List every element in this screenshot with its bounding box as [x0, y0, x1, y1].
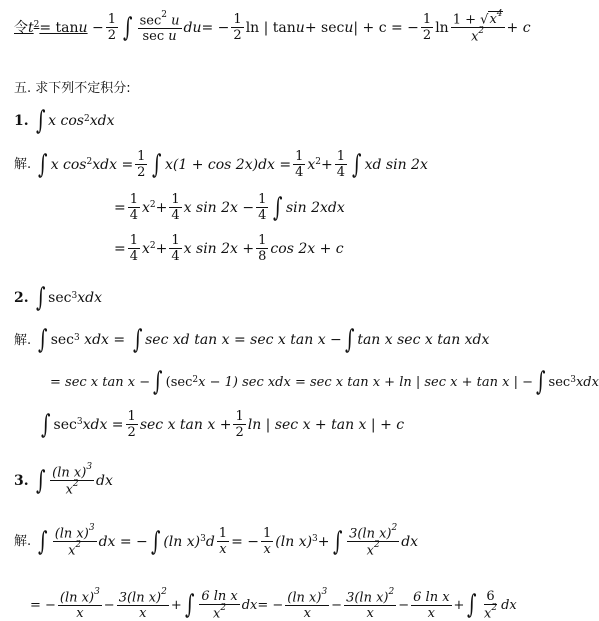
- problem-2: 2. ∫ sec $^3$ xdx: [14, 283, 102, 313]
- substitution-prefix: 令: [14, 19, 28, 36]
- integral-sign: ∫: [123, 12, 133, 43]
- problem-3-solution-line-1: 解. ∫ $\frac{(\ln x)^3}{x^2}$ dx = − ∫ (ln x) $^3$ d $\frac{1}{x}$ = − $\frac{1}{x}$ (ln x) $^3$ + ∫ $\frac{3(\ln x)^2}{x^2}$ dx: [14, 523, 419, 559]
- problem-3-solution-line-2: = − $\frac{(\ln x)^3}{x}$ − $\frac{3(\ln x)^2}{x}$ + ∫ $\frac{\text{6 ln x}}{x^2}$ dx = − $\frac{(\ln x)^3}{x}$ − $\frac{3(\ln x)^2}{x}$ − $\frac{\text{6 ln x}}{x}$ + ∫ $\frac{6}{x^2}$ dx: [30, 587, 517, 621]
- problem-1-solution-line-1: 解. ∫ x cos $^2$ xdx = $\frac{1}{2}$ ∫ x(1 + cos 2x)dx = $\frac{1}{4}$ x $^2$ + $\frac{1}{4}$ ∫ xd sin 2x: [14, 149, 428, 180]
- fraction-half-3: $\frac{1}{2}$: [422, 12, 432, 44]
- problem-3: 3. ∫ $\frac{(\ln x)^3}{x^2}$ dx: [14, 462, 113, 498]
- problem-1: 1. ∫ x cos $^2$ xdx: [14, 106, 115, 136]
- fraction-sec2u-secu: $\frac{\sec^2 u}{\text{sec u}}$: [139, 9, 180, 44]
- fraction-half: $\frac{1}{2}$: [107, 12, 117, 44]
- intro-equation: 令 t $^2$ = tan u − $\frac{1}{2}$ ∫ $\frac{\sec^2 u}{\text{sec u}}$ du = − $\frac{1}{2}$ ln | tan u + sec u | + c = − $\frac{1}{2}$ ln $\frac{1 + √x^4}{x^2}$ + c: [14, 9, 531, 45]
- problem-2-solution-line-1: 解. ∫ sec $^3$ xdx = ∫ sec xd tan x = sec x tan x − ∫ tan x sec x tan xdx: [14, 325, 490, 355]
- problem-1-solution-line-2: = $\frac{1}{4}$ x $^2$ + $\frac{1}{4}$ x sin 2x − $\frac{1}{4}$ ∫ sin 2xdx: [114, 192, 345, 223]
- section-title: 五. 求下列不定积分:: [14, 81, 131, 96]
- fraction-half-2: $\frac{1}{2}$: [233, 12, 242, 44]
- problem-1-solution-line-3: = $\frac{1}{4}$ x $^2$ + $\frac{1}{4}$ x sin 2x + $\frac{1}{8}$ cos 2x + c: [114, 233, 344, 264]
- problem-2-solution-line-2: = sec x tan x − ∫ (sec $^2$ x − 1) sec xdx = sec x tan x + ln | sec x + tan x | − ∫ sec $^3$ xdx: [50, 367, 599, 397]
- intro-t: t: [28, 19, 34, 36]
- problem-2-solution-line-3: ∫ sec $^3$ xdx = $\frac{1}{2}$ sec x tan x + $\frac{1}{2}$ ln | sec x + tan x | + c: [41, 409, 405, 440]
- fraction-final: $\frac{1 + √x^4}{x^2}$: [452, 9, 503, 45]
- intro-eq1: = tan: [39, 19, 79, 36]
